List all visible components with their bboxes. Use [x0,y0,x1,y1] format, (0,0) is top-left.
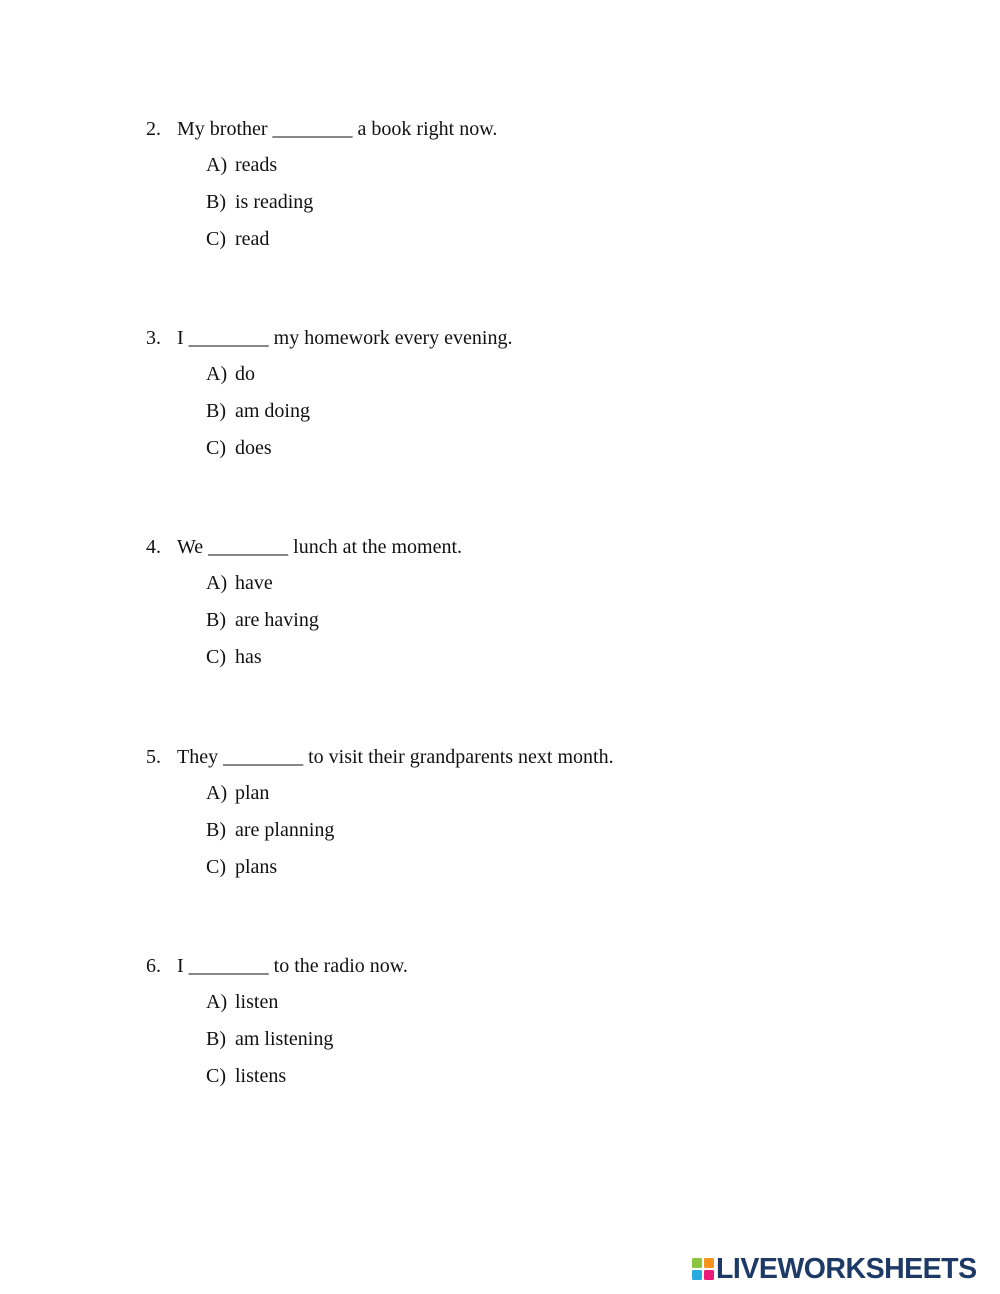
option-text: has [235,646,262,668]
logo-tile-1 [692,1258,702,1268]
option-b[interactable] [146,1028,946,1065]
option-letter: C) [206,646,226,668]
option-b[interactable] [146,400,946,437]
option-text: reads [235,154,278,176]
option-letter: B) [206,400,226,422]
question-6 [146,955,946,1102]
option-letter: A) [206,363,228,385]
option-letter: B) [206,609,226,631]
option-text: are having [235,609,319,631]
option-letter: C) [206,437,226,459]
question-number: 6. [146,955,161,977]
liveworksheets-logo-icon [692,1258,714,1280]
question-text: They ________ to visit their grandparents next month. [177,746,614,768]
option-letter: A) [206,154,228,176]
option-letter: B) [206,1028,226,1050]
option-text: listens [235,1065,287,1087]
option-b[interactable] [146,191,946,228]
option-text: does [235,437,272,459]
question-text: My brother ________ a book right now. [177,118,498,140]
option-c[interactable] [146,646,946,683]
option-letter: A) [206,991,228,1013]
option-text: plan [235,782,270,804]
logo-tile-4 [704,1270,714,1280]
option-a[interactable] [146,782,946,819]
question-3 [146,327,946,474]
option-a[interactable] [146,991,946,1028]
option-letter: B) [206,819,226,841]
option-text: am doing [235,400,310,422]
option-text: am listening [235,1028,334,1050]
option-text: plans [235,856,278,878]
option-c[interactable] [146,1065,946,1102]
option-text: are planning [235,819,335,841]
option-a[interactable] [146,154,946,191]
logo-tile-3 [692,1270,702,1280]
question-number: 2. [146,118,161,140]
question-prompt [146,746,946,782]
question-4 [146,536,946,683]
option-text: have [235,572,273,594]
option-b[interactable] [146,609,946,646]
question-prompt [146,536,946,572]
logo-text: LIVEWORKSHEETS [716,1253,977,1285]
question-prompt [146,955,946,991]
option-letter: C) [206,856,226,878]
option-b[interactable] [146,819,946,856]
question-number: 4. [146,536,161,558]
option-letter: B) [206,191,226,213]
question-text: I ________ to the radio now. [177,955,408,977]
question-number: 3. [146,327,161,349]
option-c[interactable] [146,228,946,265]
question-number: 5. [146,746,161,768]
option-text: do [235,363,255,385]
option-letter: C) [206,228,226,250]
question-5 [146,746,946,893]
option-c[interactable] [146,437,946,474]
option-letter: A) [206,572,228,594]
option-a[interactable] [146,363,946,400]
option-text: read [235,228,270,250]
question-text: We ________ lunch at the moment. [177,536,462,558]
option-a[interactable] [146,572,946,609]
question-prompt [146,118,946,154]
option-text: is reading [235,191,314,213]
question-2 [146,118,946,265]
question-prompt [146,327,946,363]
logo-tile-2 [704,1258,714,1268]
question-text: I ________ my homework every evening. [177,327,513,349]
option-c[interactable] [146,856,946,893]
option-letter: C) [206,1065,226,1087]
option-text: listen [235,991,279,1013]
option-letter: A) [206,782,228,804]
